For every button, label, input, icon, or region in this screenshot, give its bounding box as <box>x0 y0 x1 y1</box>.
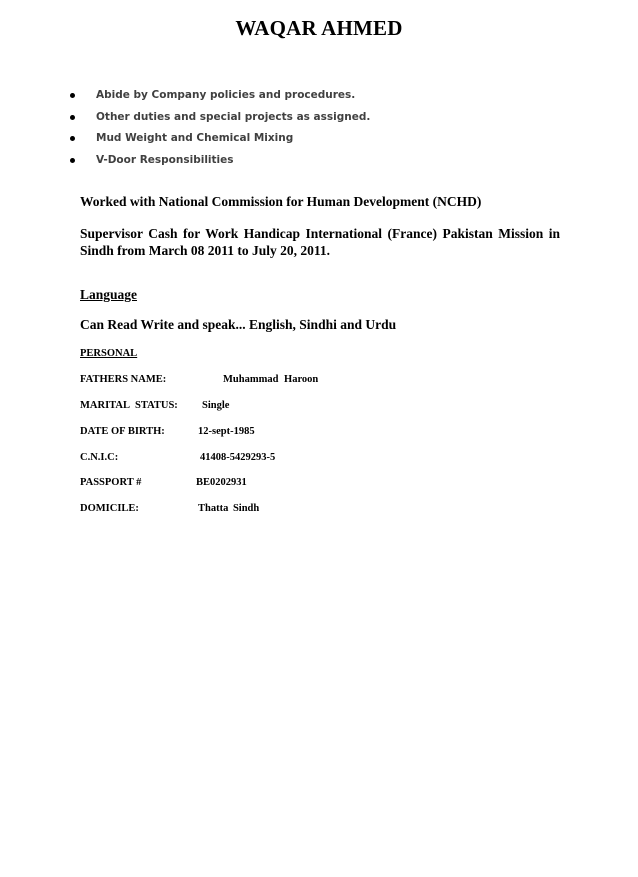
employer-line: Worked with National Commission for Human Development (NCHD) <box>80 194 482 209</box>
personal-heading: PERSONAL <box>80 348 138 359</box>
field-label: C.N.I.C: <box>80 452 119 463</box>
field-label: FATHERS NAME: <box>80 374 167 385</box>
field-label: DATE OF BIRTH: <box>80 426 165 437</box>
field-label: DOMICILE: <box>80 503 139 514</box>
field-value: 12-sept-1985 <box>198 426 255 437</box>
language-text: Can Read Write and speak... English, Sindhi and Urdu <box>80 317 397 332</box>
duty-text: Other duties and special projects as assigned. <box>96 110 371 123</box>
duty-text: Abide by Company policies and procedures. <box>96 89 356 101</box>
field-value: Thatta Sindh <box>198 503 260 514</box>
bullet-icon <box>70 93 75 98</box>
duty-item <box>70 152 370 174</box>
duty-text: V-Door Responsibilities <box>96 153 234 166</box>
field-value: Single <box>202 400 230 411</box>
field-value: 41408-5429293-5 <box>200 452 276 463</box>
duty-item <box>70 130 370 152</box>
bullet-icon <box>70 136 75 141</box>
language-heading: Language <box>80 287 138 302</box>
field-label: PASSPORT # <box>80 477 142 488</box>
duty-text: Mud Weight and Chemical Mixing <box>96 132 294 144</box>
field-value: Muhammad Haroon <box>223 374 319 385</box>
duty-item <box>70 87 370 109</box>
resume-name-heading: WAQAR AHMED <box>235 16 403 40</box>
duties-list <box>70 87 370 173</box>
field-value: BE0202931 <box>196 477 247 488</box>
field-label: MARITAL STATUS: <box>80 400 178 411</box>
duty-item <box>70 109 370 131</box>
bullet-icon <box>70 158 75 163</box>
bullet-icon <box>70 115 75 120</box>
role-description: Supervisor Cash for Work Handicap International (France) Pakistan Mission in Sindh from March 08 2011 to July 20, 2011. <box>80 226 560 258</box>
